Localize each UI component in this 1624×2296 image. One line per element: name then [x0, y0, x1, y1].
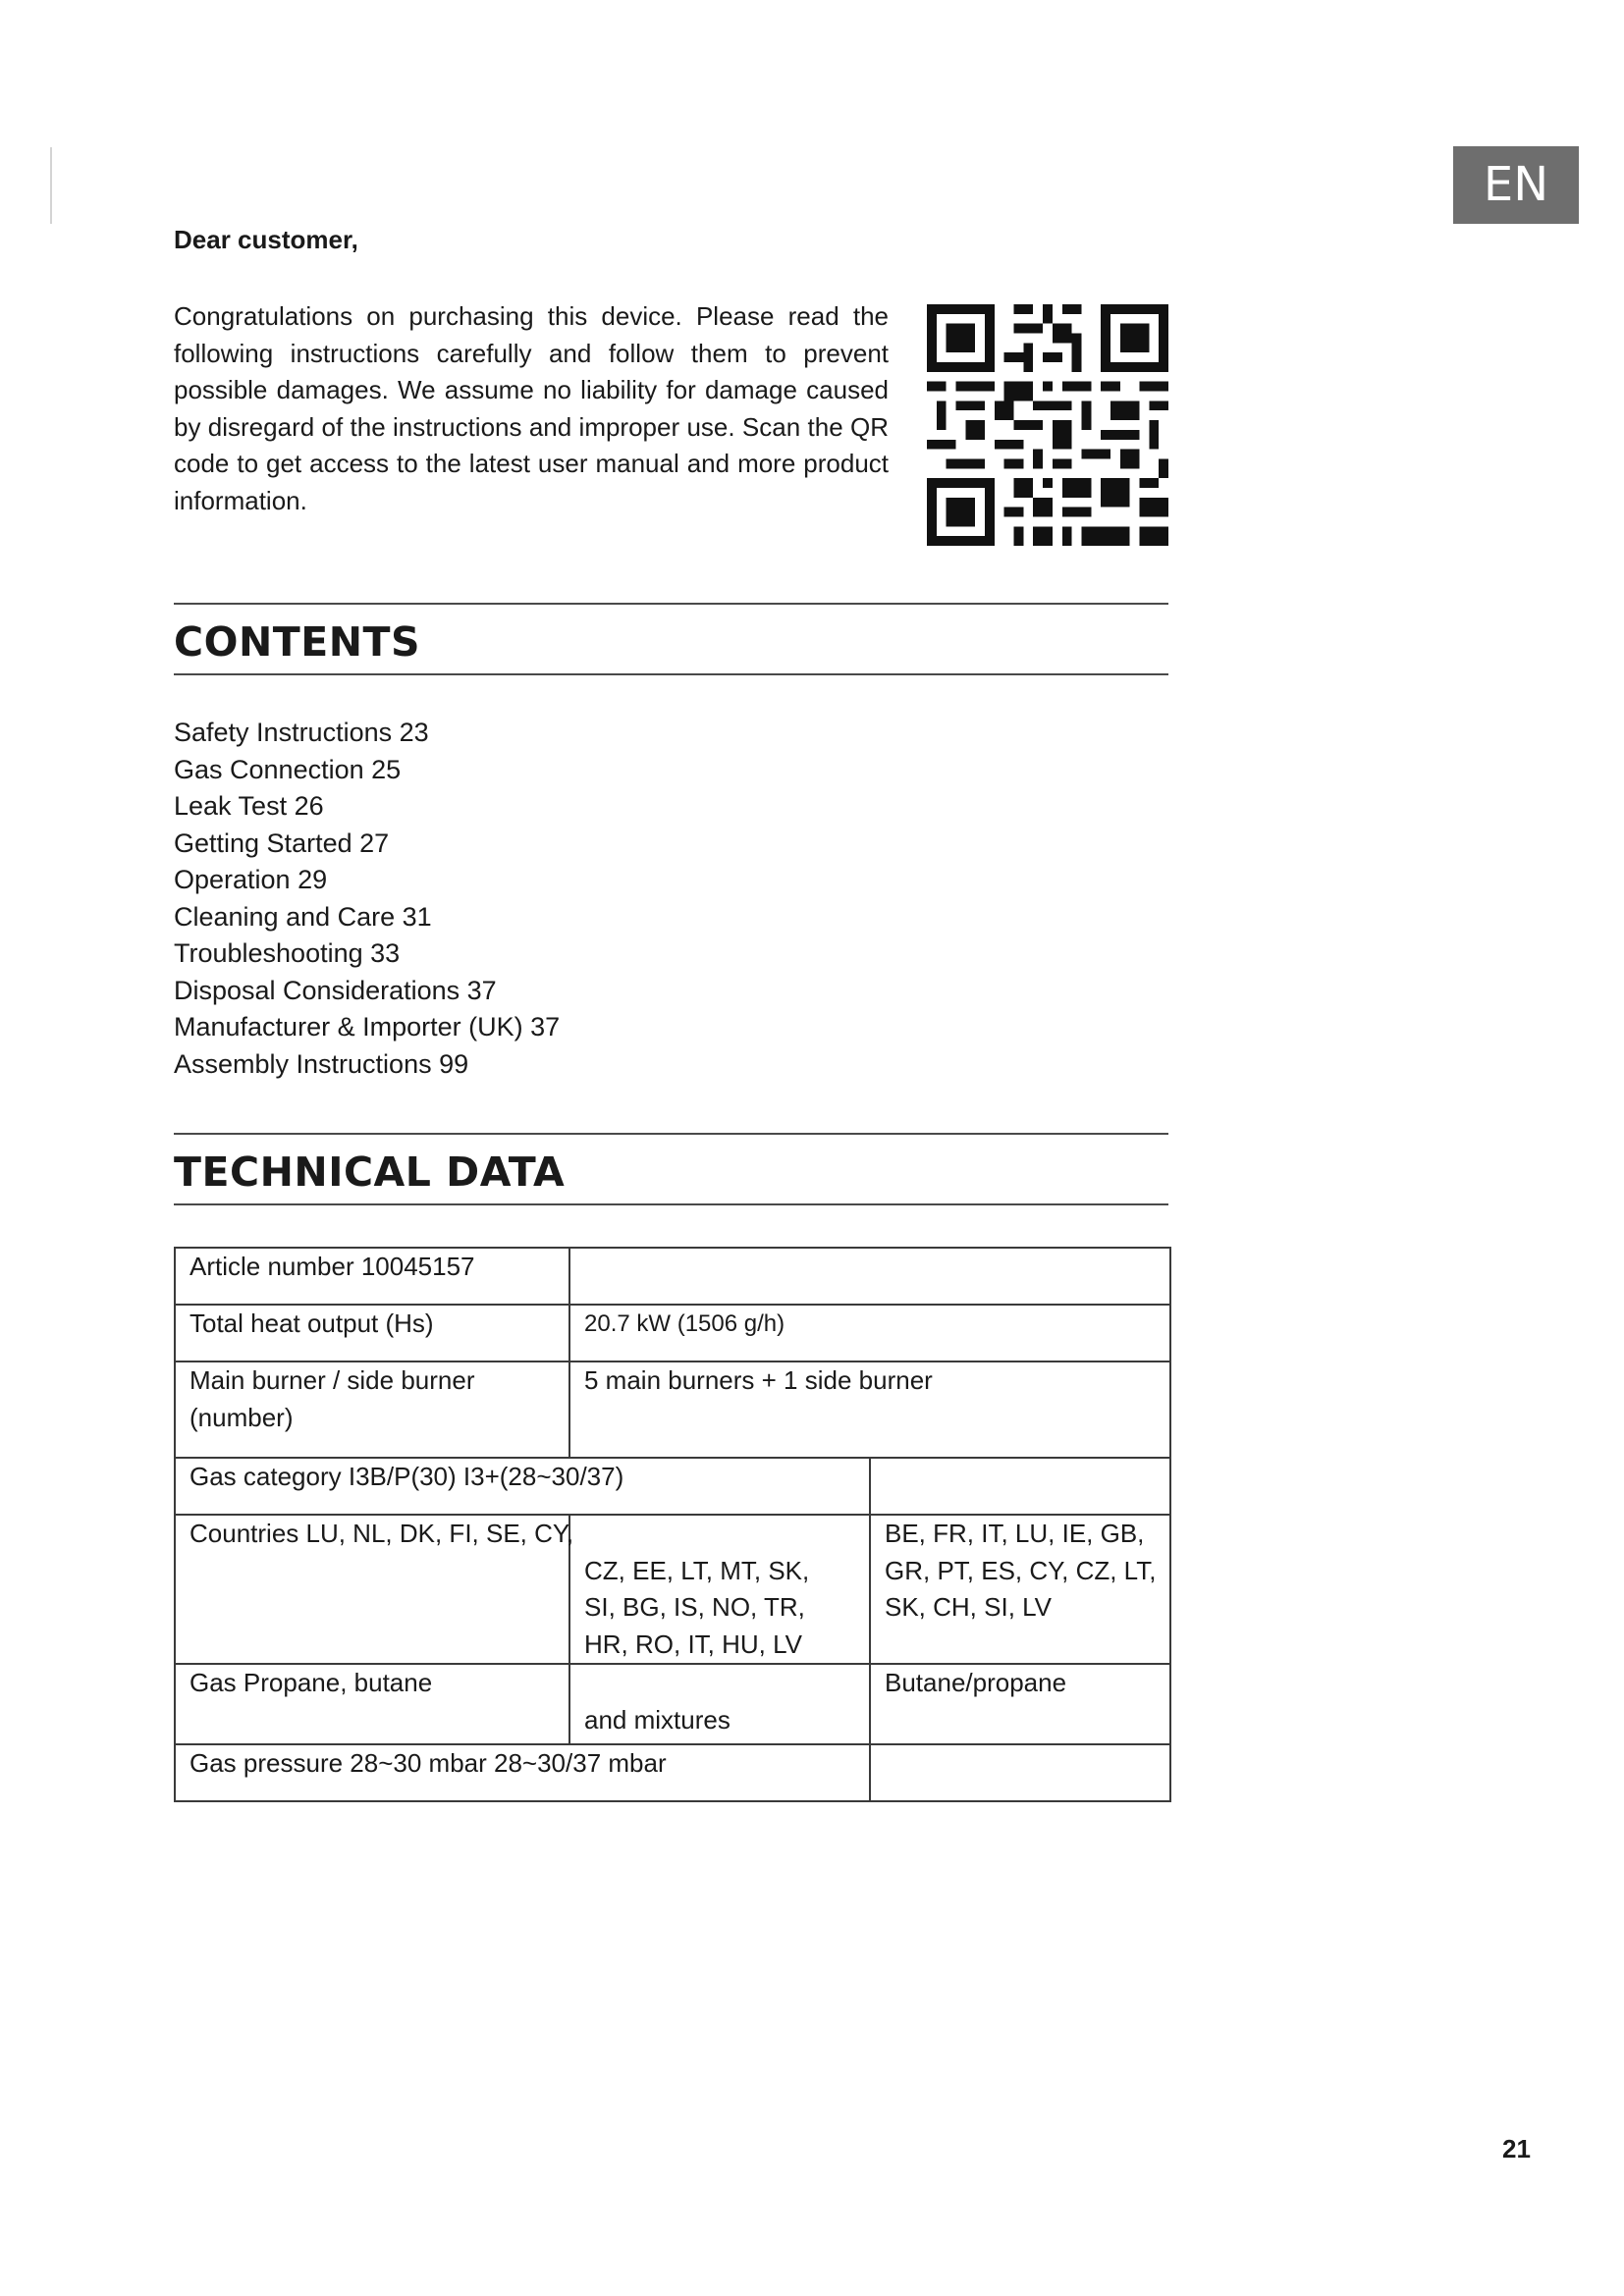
empty-cell — [569, 1248, 1170, 1305]
heat-output-label: Total heat output (Hs) — [175, 1305, 569, 1362]
article-number-cell: Article number 10045157 — [175, 1248, 569, 1305]
countries-right-cell — [870, 1515, 1170, 1664]
page-number: 21 — [1502, 2134, 1531, 2163]
gas-category-cell: Gas category I3B/P(30) I3+(28~30/37) — [175, 1458, 870, 1515]
contents-list — [174, 715, 560, 1083]
contents-item: Disposal Considerations 37 — [174, 975, 497, 1005]
table-row — [175, 1458, 1170, 1515]
gas-pressure-cell: Gas pressure 28~30 mbar 28~30/37 mbar — [175, 1744, 870, 1801]
contents-item: Operation 29 — [174, 865, 328, 894]
technical-top-rule — [174, 1133, 1168, 1135]
empty-cell — [870, 1458, 1170, 1515]
gas-mid-cell — [569, 1664, 870, 1744]
technical-data-table — [174, 1247, 1171, 1802]
countries-line: SK, CH, SI, LV — [885, 1592, 1053, 1622]
contents-item: Getting Started 27 — [174, 828, 390, 858]
contents-item: Gas Connection 25 — [174, 754, 402, 784]
intro-paragraph: Congratulations on purchasing this device. Please read the following instructions carefully and follow them to prevent possible damages. We assume no liability for damage caused by disregard of the instructions and improper use. Scan the QR code to get access to the latest user manual and more product information. — [174, 301, 889, 515]
qr-code-icon — [927, 304, 1168, 546]
table-row — [175, 1664, 1170, 1744]
contents-item: Cleaning and Care 31 — [174, 901, 432, 932]
table-row — [175, 1515, 1170, 1664]
contents-item: Troubleshooting 33 — [174, 938, 401, 968]
countries-mid-cell — [569, 1515, 870, 1664]
table-row — [175, 1248, 1170, 1305]
burner-label-cell — [175, 1362, 569, 1458]
contents-item: Manufacturer & Importer (UK) 37 — [174, 1012, 561, 1041]
countries-line: GR, PT, ES, CY, CZ, LT, — [885, 1555, 1157, 1585]
contents-item: Safety Instructions 23 — [174, 718, 429, 747]
heat-output-value: 20.7 kW (1506 g/h) — [569, 1305, 1170, 1362]
spacer — [584, 1516, 855, 1553]
contents-bottom-rule — [174, 673, 1168, 675]
countries-label: Countries LU, NL, DK, FI, SE, CY, — [175, 1515, 569, 1664]
contents-heading: CONTENTS — [174, 618, 421, 666]
gas-mid: and mixtures — [584, 1704, 731, 1735]
technical-heading: TECHNICAL DATA — [174, 1148, 566, 1196]
countries-line: SI, BG, IS, NO, TR, — [584, 1592, 805, 1622]
contents-top-rule — [174, 603, 1168, 605]
greeting: Dear customer, — [174, 225, 358, 254]
table-row — [175, 1744, 1170, 1801]
language-badge: EN — [1453, 146, 1579, 224]
table-row — [175, 1305, 1170, 1362]
countries-line: HR, RO, IT, HU, LV — [584, 1629, 802, 1659]
empty-cell — [870, 1744, 1170, 1801]
contents-item: Leak Test 26 — [174, 791, 324, 821]
margin-rule — [50, 147, 52, 224]
burner-label-unit: (number) — [189, 1402, 294, 1432]
burner-value: 5 main burners + 1 side burner — [569, 1362, 1170, 1458]
spacer — [584, 1665, 855, 1702]
countries-line: CZ, EE, LT, MT, SK, — [584, 1555, 810, 1585]
gas-label: Gas Propane, butane — [175, 1664, 569, 1744]
table-row — [175, 1362, 1170, 1458]
burner-label: Main burner / side burner — [189, 1365, 475, 1395]
contents-item: Assembly Instructions 99 — [174, 1048, 469, 1079]
countries-line: BE, FR, IT, LU, IE, GB, — [885, 1519, 1145, 1548]
gas-right: Butane/propane — [870, 1664, 1170, 1744]
technical-bottom-rule — [174, 1203, 1168, 1205]
